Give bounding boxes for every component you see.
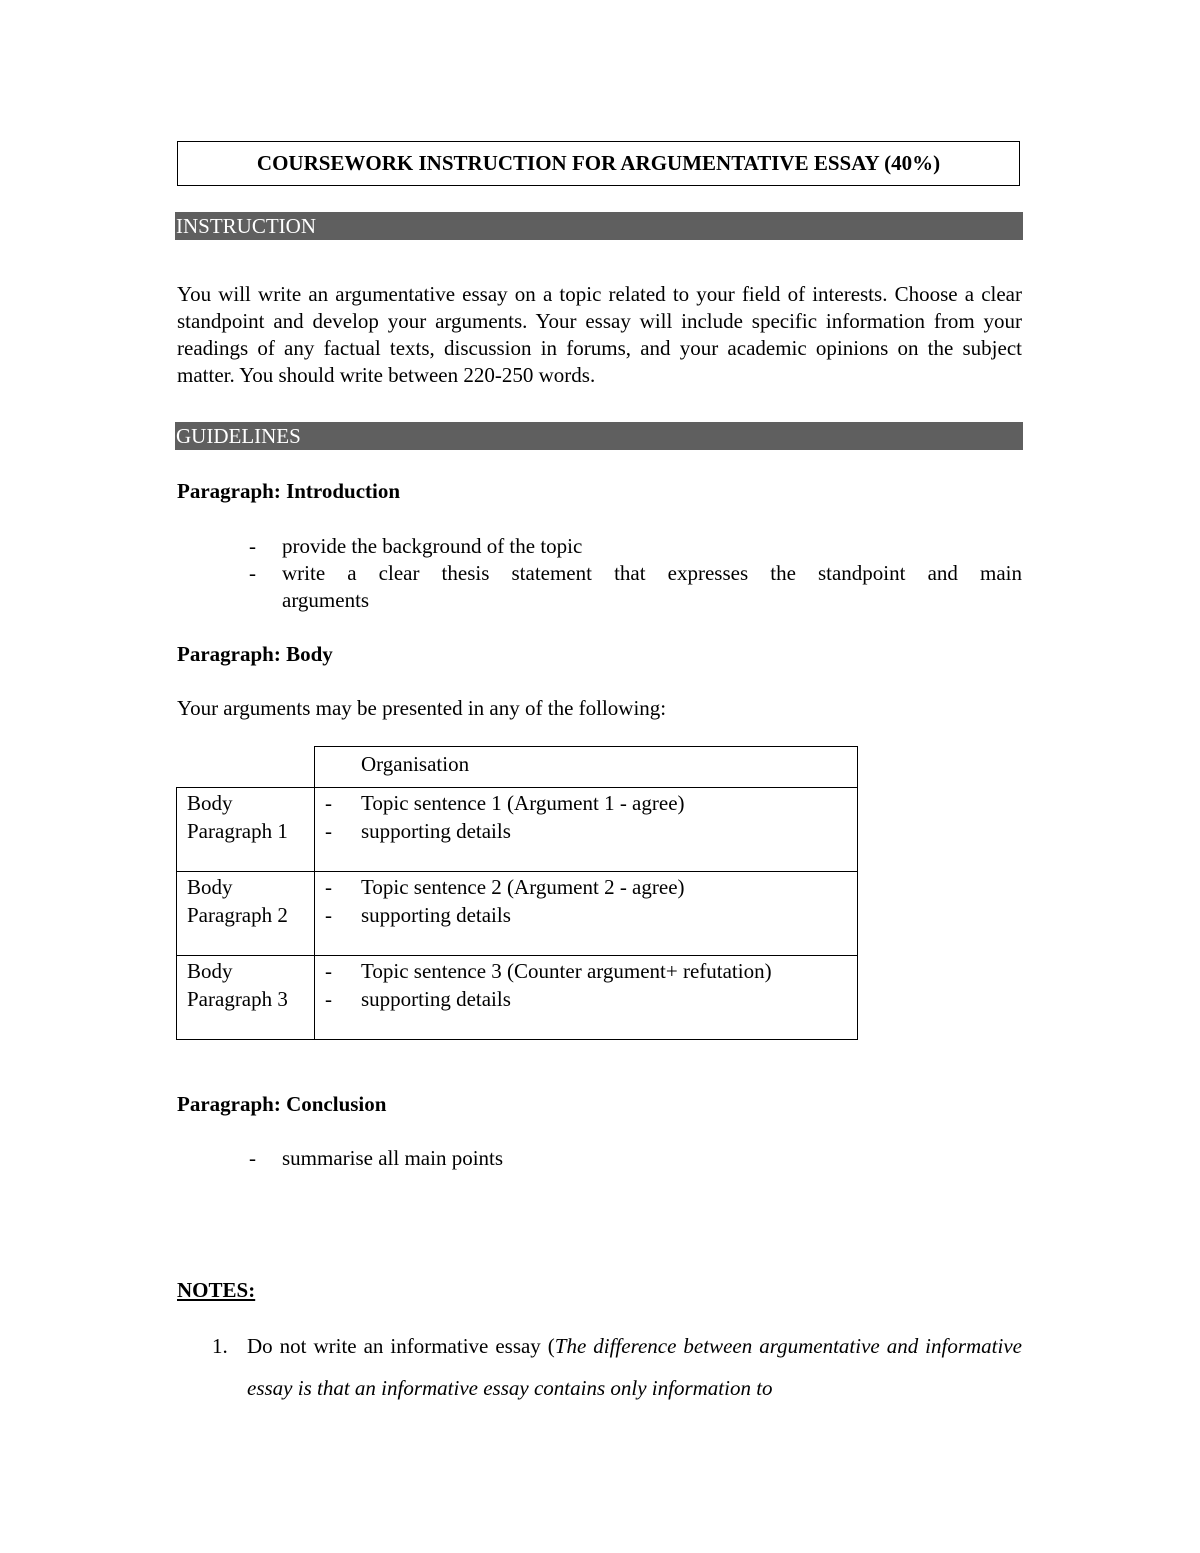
- row-label-line: Paragraph 3: [187, 987, 288, 1011]
- table-corner-cell: [177, 747, 315, 788]
- list-item-text: summarise all main points: [282, 1146, 504, 1170]
- bullet-dash: -: [325, 791, 332, 815]
- bullet-dash: -: [249, 1146, 256, 1170]
- column-header-organisation: Organisation: [315, 747, 858, 788]
- list-item-text: provide the background of the topic: [282, 534, 583, 558]
- table-header-row: [177, 747, 858, 788]
- list-item: [249, 533, 1022, 560]
- row-label-line: Paragraph 1: [187, 819, 288, 843]
- row-label-line: Body: [187, 791, 233, 815]
- conclusion-heading: Paragraph: Conclusion: [177, 1092, 387, 1116]
- bullet-dash: -: [249, 561, 256, 585]
- row-item: Topic sentence 3 (Counter argument+ refutation): [361, 959, 772, 983]
- note-number: 1.: [212, 1334, 228, 1358]
- table-row: [177, 872, 858, 956]
- list-item-text: arguments: [282, 588, 370, 612]
- organisation-table: [176, 746, 858, 1040]
- bullet-dash: -: [325, 987, 332, 1011]
- row-item: Topic sentence 1 (Argument 1 - agree): [361, 791, 685, 815]
- instruction-text: You will write an argumentative essay on a topic related to your field of interests. Choose a clear standpoint and develop your arguments. Your essay will include specific information from your readings of any factual texts, discussion in forums, and your academic opinions on the subject matter. You should write between 220-250 words.: [177, 282, 1022, 387]
- note-text-plain: Do not write an informative essay (: [247, 1334, 555, 1358]
- table-row: [177, 788, 858, 872]
- row-content: [315, 788, 858, 872]
- list-item-continuation: [249, 587, 1022, 614]
- list-item-text: write a clear thesis statement that expresses the standpoint and main: [282, 561, 1022, 585]
- body-lead-text: Your arguments may be presented in any of the following:: [177, 696, 667, 720]
- list-item: [249, 1145, 1022, 1172]
- bullet-dash: -: [325, 959, 332, 983]
- bullet-dash: -: [249, 534, 256, 558]
- note-text-italic: The difference between argumentative and informative essay is that an informative essay contains only information to: [247, 1334, 1022, 1400]
- row-item: Topic sentence 2 (Argument 2 - agree): [361, 875, 685, 899]
- row-item: supporting details: [361, 987, 511, 1011]
- row-item: supporting details: [361, 819, 511, 843]
- note-text: [247, 1325, 1022, 1409]
- page-title: COURSEWORK INSTRUCTION FOR ARGUMENTATIVE ESSAY (40%): [177, 141, 1020, 186]
- note-item: [212, 1325, 1022, 1409]
- row-label-line: Body: [187, 959, 233, 983]
- row-label-line: Paragraph 2: [187, 903, 288, 927]
- table-row: [177, 956, 858, 1040]
- row-label-line: Body: [187, 875, 233, 899]
- row-label: [177, 872, 315, 956]
- list-item: [249, 560, 1022, 587]
- row-label: [177, 956, 315, 1040]
- body-heading: Paragraph: Body: [177, 642, 333, 666]
- row-content: [315, 872, 858, 956]
- bullet-dash: -: [325, 819, 332, 843]
- row-item: supporting details: [361, 903, 511, 927]
- bullet-dash: -: [325, 875, 332, 899]
- introduction-heading: Paragraph: Introduction: [177, 479, 401, 503]
- bullet-dash: -: [325, 903, 332, 927]
- row-content: [315, 956, 858, 1040]
- instruction-heading: INSTRUCTION: [175, 212, 1023, 240]
- notes-heading: NOTES:: [177, 1278, 256, 1302]
- guidelines-heading: GUIDELINES: [175, 422, 1023, 450]
- row-label: [177, 788, 315, 872]
